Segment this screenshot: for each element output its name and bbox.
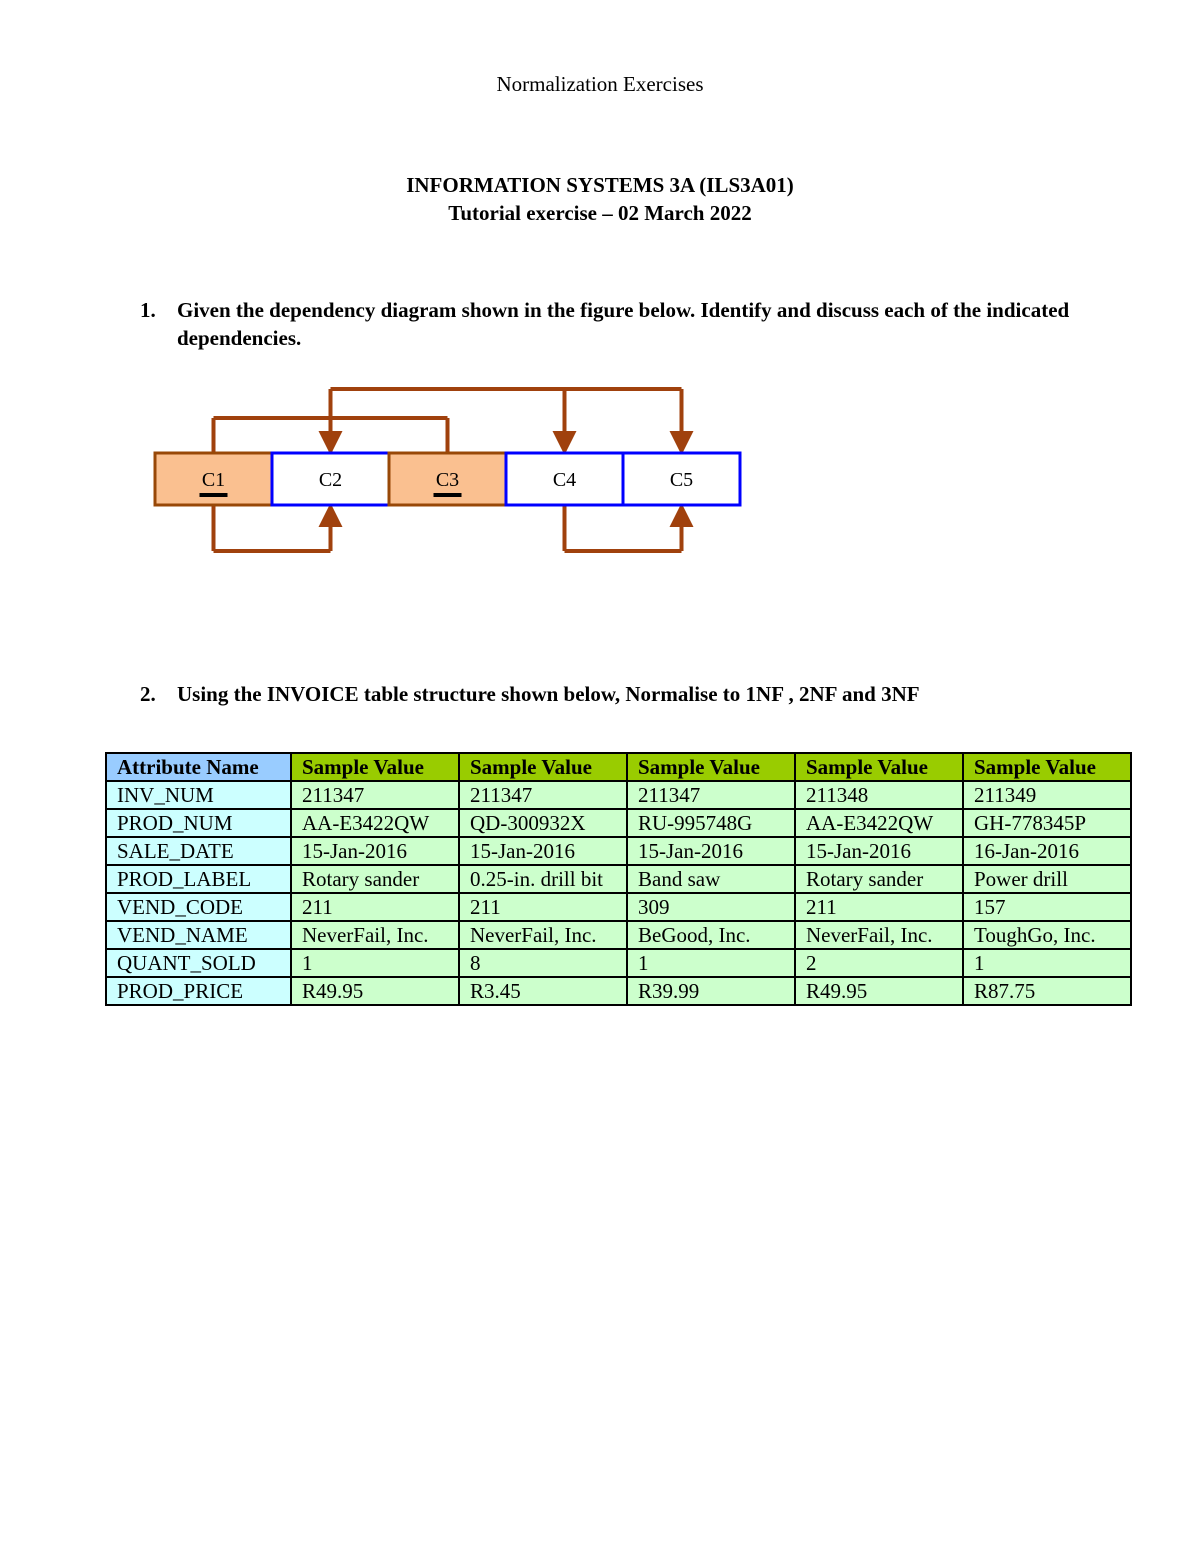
sample-value-cell: 15-Jan-2016 — [459, 837, 627, 865]
sample-value-cell: 157 — [963, 893, 1131, 921]
dependency-c4-to-c5 — [565, 505, 682, 551]
attribute-box-c3 — [389, 453, 506, 505]
attribute-box-c2 — [272, 453, 389, 505]
attribute-label: C4 — [552, 469, 577, 491]
attribute-name-cell: VEND_CODE — [106, 893, 291, 921]
sample-value-cell: R3.45 — [459, 977, 627, 1005]
attribute-boxes — [155, 453, 740, 505]
attribute-name-cell: SALE_DATE — [106, 837, 291, 865]
sample-value-cell: R49.95 — [291, 977, 459, 1005]
sample-value-cell: NeverFail, Inc. — [459, 921, 627, 949]
sample-value-cell: GH-778345P — [963, 809, 1131, 837]
attribute-label: C2 — [318, 469, 343, 491]
table-row — [106, 809, 1131, 837]
question-number: 1. — [140, 298, 156, 322]
sample-value-cell: QD-300932X — [459, 809, 627, 837]
column-header: Attribute Name — [106, 753, 291, 781]
sample-value-cell: 211347 — [291, 781, 459, 809]
attribute-name-cell: PROD_LABEL — [106, 865, 291, 893]
sample-value-cell: RU-995748G — [627, 809, 795, 837]
sample-value-cell: 211347 — [627, 781, 795, 809]
dependency-line — [565, 505, 682, 551]
attribute-label: C1 — [201, 469, 226, 491]
column-header: Sample Value — [627, 753, 795, 781]
primary-key-underline — [200, 493, 228, 497]
table-row — [106, 781, 1131, 809]
sample-value-cell: 211347 — [459, 781, 627, 809]
sample-value-cell: 16-Jan-2016 — [963, 837, 1131, 865]
sample-value-cell: Rotary sander — [291, 865, 459, 893]
attribute-label: C3 — [435, 469, 460, 491]
attribute-box-c1 — [155, 453, 272, 505]
course-name: INFORMATION SYSTEMS 3A (ILS3A01) — [406, 173, 794, 197]
attribute-label: C5 — [669, 469, 694, 491]
table-row — [106, 977, 1131, 1005]
sample-value-cell: 1 — [963, 949, 1131, 977]
sample-value-cell: 211 — [291, 893, 459, 921]
sample-value-cell: 0.25-in. drill bit — [459, 865, 627, 893]
table-row — [106, 949, 1131, 977]
primary-key-underline — [434, 493, 462, 497]
sample-value-cell: 15-Jan-2016 — [795, 837, 963, 865]
attribute-box-c4 — [506, 453, 623, 505]
running-header: Normalization Exercises — [496, 72, 704, 96]
sample-value-cell: 2 — [795, 949, 963, 977]
attribute-name-cell: PROD_NUM — [106, 809, 291, 837]
sample-value-cell: ToughGo, Inc. — [963, 921, 1131, 949]
dependency-line — [214, 505, 331, 551]
dependency-c2-to-c4-c5 — [331, 389, 682, 453]
question-number: 2. — [140, 682, 156, 706]
sample-value-cell: AA-E3422QW — [795, 809, 963, 837]
column-header: Sample Value — [963, 753, 1131, 781]
column-header: Sample Value — [459, 753, 627, 781]
sample-value-cell: 211 — [795, 893, 963, 921]
sample-value-cell: 15-Jan-2016 — [291, 837, 459, 865]
tutorial-date: Tutorial exercise – 02 March 2022 — [448, 201, 752, 225]
dependency-line — [331, 389, 682, 453]
sample-value-cell: 211348 — [795, 781, 963, 809]
sample-value-cell: Band saw — [627, 865, 795, 893]
sample-value-cell: R39.99 — [627, 977, 795, 1005]
table-row — [106, 893, 1131, 921]
sample-value-cell: R87.75 — [963, 977, 1131, 1005]
sample-value-cell: R49.95 — [795, 977, 963, 1005]
dependency-c1-to-c2 — [214, 505, 331, 551]
sample-value-cell: Power drill — [963, 865, 1131, 893]
sample-value-cell: AA-E3422QW — [291, 809, 459, 837]
sample-value-cell: 8 — [459, 949, 627, 977]
attribute-name-cell: QUANT_SOLD — [106, 949, 291, 977]
invoice-table — [105, 752, 1132, 1006]
attribute-name-cell: INV_NUM — [106, 781, 291, 809]
column-header: Sample Value — [291, 753, 459, 781]
attribute-box-c5 — [623, 453, 740, 505]
sample-value-cell: NeverFail, Inc. — [291, 921, 459, 949]
table-header-row — [106, 753, 1131, 781]
sample-value-cell: 1 — [291, 949, 459, 977]
sample-value-cell: 211 — [459, 893, 627, 921]
table-row — [106, 921, 1131, 949]
sample-value-cell: Rotary sander — [795, 865, 963, 893]
attribute-name-cell: PROD_PRICE — [106, 977, 291, 1005]
question-text: Using the INVOICE table structure shown below, Normalise to 1NF , 2NF and 3NF — [177, 682, 920, 706]
question-text: Given the dependency diagram shown in the figure below. Identify and discuss each of the indicated dependencies. — [177, 298, 1070, 350]
table-row — [106, 837, 1131, 865]
column-header: Sample Value — [795, 753, 963, 781]
sample-value-cell: 1 — [627, 949, 795, 977]
dependency-diagram — [0, 0, 1200, 620]
table-row — [106, 865, 1131, 893]
sample-value-cell: 15-Jan-2016 — [627, 837, 795, 865]
sample-value-cell: BeGood, Inc. — [627, 921, 795, 949]
sample-value-cell: NeverFail, Inc. — [795, 921, 963, 949]
sample-value-cell: 309 — [627, 893, 795, 921]
sample-value-cell: 211349 — [963, 781, 1131, 809]
attribute-name-cell: VEND_NAME — [106, 921, 291, 949]
